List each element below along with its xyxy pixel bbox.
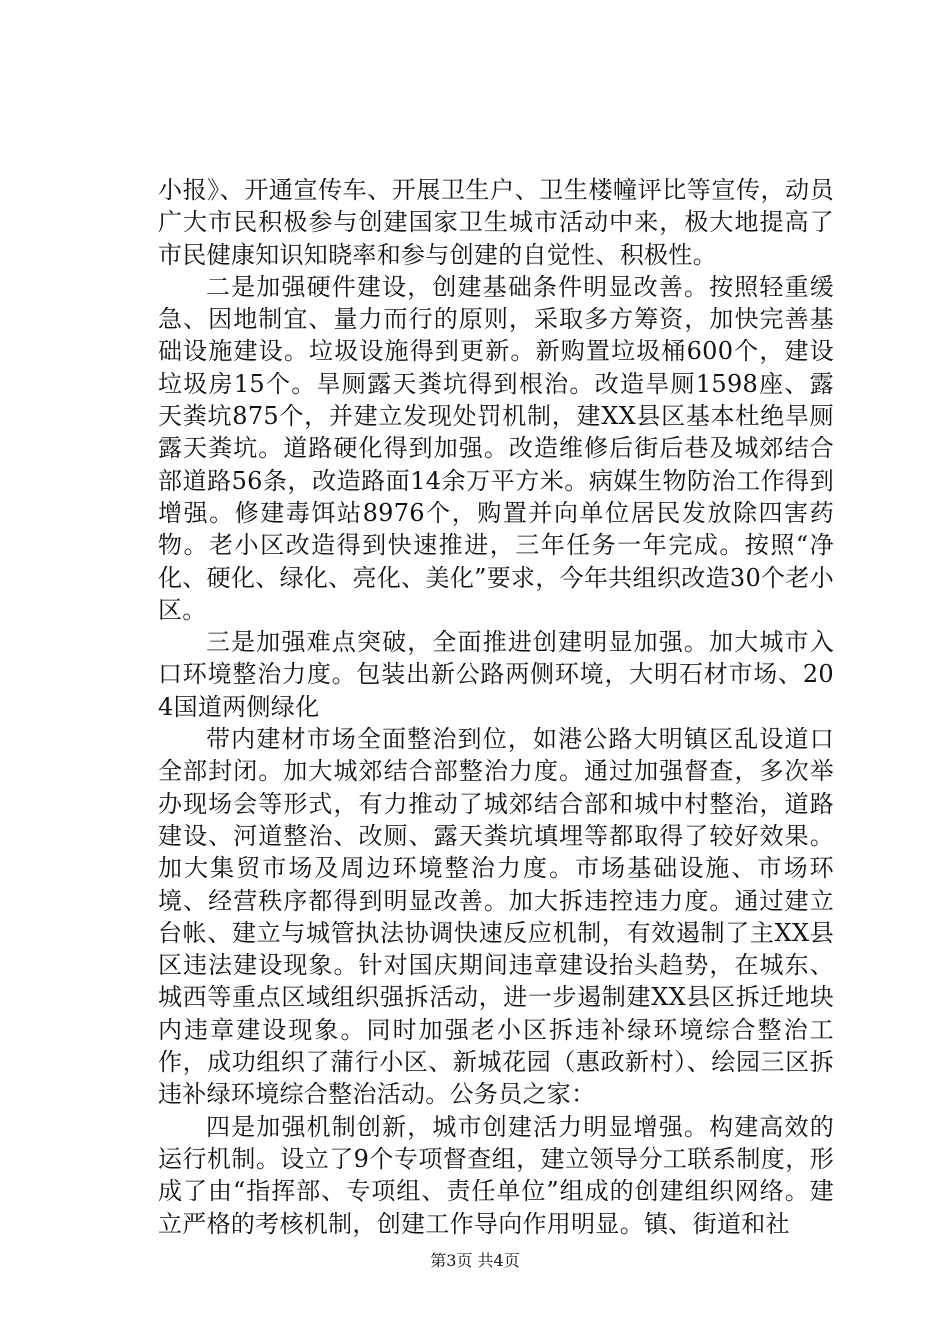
paragraph-hardware-construction: 二是加强硬件建设，创建基础条件明显改善。按照轻重缓急、因地制宜、量力而行的原则，采取多方筹资，加快完善基础设施建设。垃圾设施得到更新。新购置垃圾桶600个，建设垃圾房15个。旱厕露天粪坑得到根治。改造旱厕1598座、露天粪坑875个，并建立发现处罚机制，建XX县区基本杜绝旱厕露天粪坑。道路硬化得到加强。改造维修后街后巷及城郊结合部道路56条，改造路面14余万平方米。病媒生物防治工作得到增强。修建毒饵站8976个，购置并向单位居民发放除四害药物。老小区改造得到快速推进，三年任务一年完成。按照“净化、硬化、绿化、亮化、美化”要求，今年共组织改造30个老小区。 [158,272,834,624]
paragraph-difficulty-breakthrough: 三是加强难点突破，全面推进创建明显加强。加大城市入口环境整治力度。包装出新公路两侧环境，大明石材市场、204国道两侧绿化 [158,628,834,721]
paragraph-market-rectification: 带内建材市场全面整治到位，如港公路大明镇区乱设道口全部封闭。加大城郊结合部整治力度。通过加强督查，多次举办现场会等形式，有力推动了城郊结合部和城中村整治，道路建设、河道整治、改厕、露天粪坑填埋等都取得了较好效果。加大集贸市场及周边环境整治力度。市场基础设施、市场环境、经营秩序都得到明显改善。加大拆违控违力度。通过建立台帐、建立与城管执法协调快速反应机制，有效遏制了主XX县区违法建设现象。针对国庆期间违章建设抬头趋势，在城东、城西等重点区域组织强拆活动，进一步遏制建XX县区拆迁地块内违章建设现象。同时加强老小区拆违补绿环境综合整治工作，成功组织了蒲行小区、新城花园（惠政新村）、绘园三区拆违补绿环境综合整治活动。公务员之家： [158,725,834,1109]
page-footer [0,1248,950,1271]
paragraph-mechanism-innovation: 四是加强机制创新，城市创建活力明显增强。构建高效的运行机制。设立了9个专项督查组，建立领导分工联系制度，形成了由“指挥部、专项组、责任单位”组成的创建组织网络。建立严格的考核机制，创建工作导向作用明显。镇、街道和社 [158,1112,834,1238]
paragraph-continuation: 小报》、开通宣传车、开展卫生户、卫生楼幢评比等宣传，动员广大市民积极参与创建国家卫生城市活动中来，极大地提高了市民健康知识知晓率和参与创建的自觉性、积极性。 [158,176,834,269]
document-body [158,174,834,1240]
page-number: 第3页 共4页 [430,1251,520,1270]
